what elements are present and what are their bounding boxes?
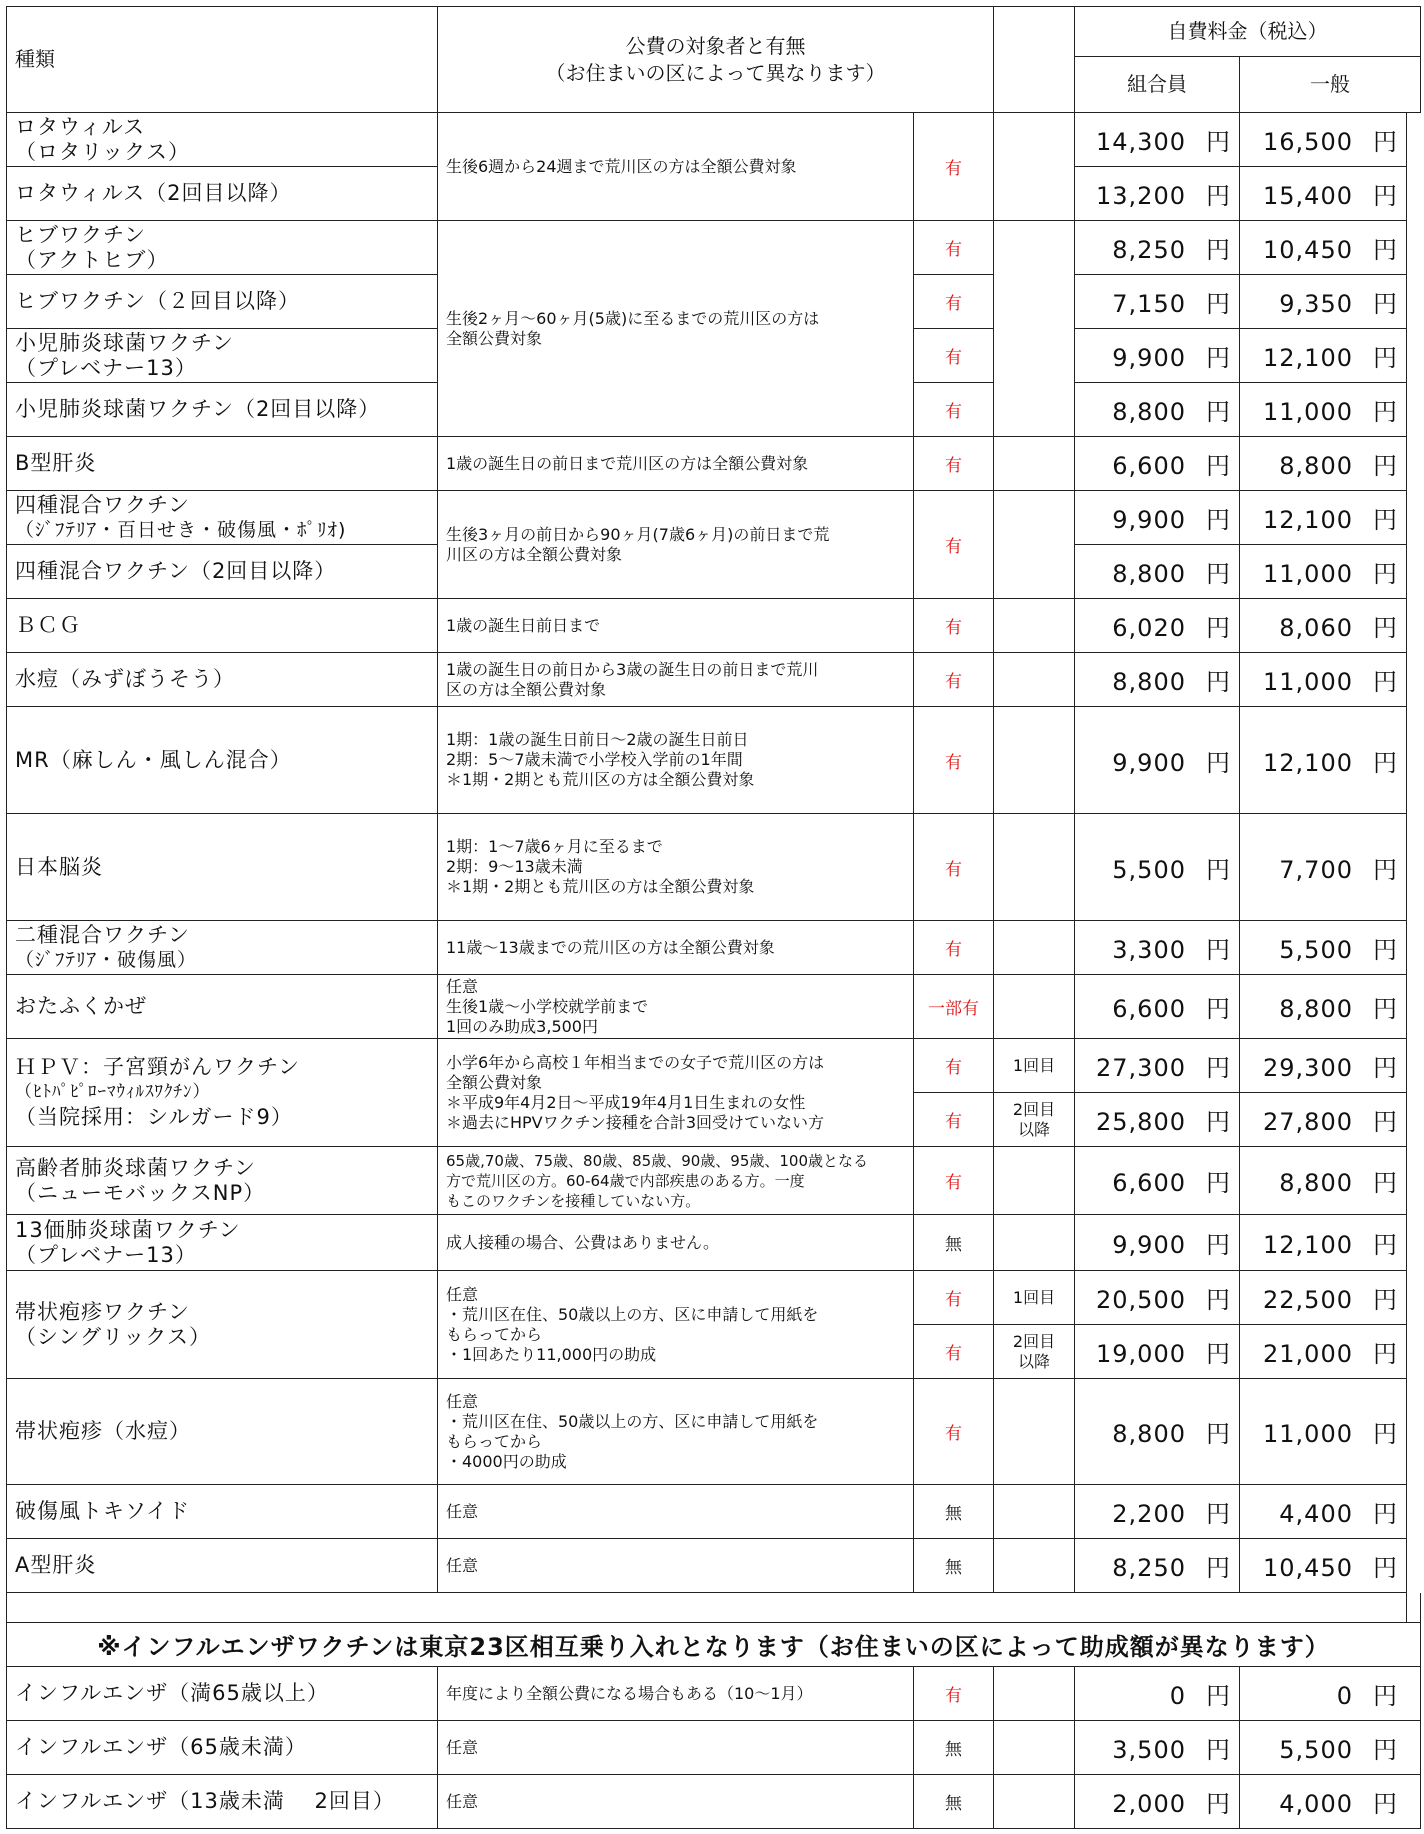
member-price: 6,600 円 xyxy=(1075,1147,1240,1215)
table-row xyxy=(7,921,1421,975)
dose-cell xyxy=(994,1215,1075,1271)
table-row xyxy=(7,1039,1421,1093)
dose-cell xyxy=(994,1485,1075,1539)
table-row xyxy=(7,975,1421,1039)
general-price: 5,500 円 xyxy=(1240,921,1407,975)
general-price: 11,000 円 xyxy=(1240,545,1407,599)
subsidy-condition: 1期：1歳の誕生日前日～2歳の誕生日前日 2期：5～7歳未満で小学校入学前の1年間 ＊1期・2期とも荒川区の方は全額公費対象 xyxy=(438,707,914,814)
member-price: 8,250 円 xyxy=(1075,1539,1240,1593)
subsidy-flag: 有 xyxy=(914,1039,994,1093)
table-row xyxy=(7,491,1421,545)
general-price: 27,800 円 xyxy=(1240,1093,1407,1147)
vaccine-price-table xyxy=(6,6,1421,1829)
header-subsidy-line1: 公費の対象者と有無 xyxy=(625,33,806,58)
table-row xyxy=(7,1147,1421,1215)
subsidy-condition: 任意 xyxy=(438,1775,914,1829)
subsidy-flag: 有 xyxy=(914,1271,994,1325)
header-member: 組合員 xyxy=(1075,57,1240,113)
influenza-note-row xyxy=(7,1623,1421,1667)
subsidy-flag: 有 xyxy=(914,1147,994,1215)
vaccine-name: 帯状疱疹ワクチン （シングリックス） xyxy=(7,1271,438,1379)
subsidy-flag: 有 xyxy=(914,1325,994,1379)
subsidy-flag: 一部有 xyxy=(914,975,994,1039)
subsidy-flag: 有 xyxy=(914,275,994,329)
member-price: 8,800 円 xyxy=(1075,653,1240,707)
table-row xyxy=(7,1721,1421,1775)
dose-cell xyxy=(994,814,1075,921)
subsidy-flag: 有 xyxy=(914,113,994,221)
dose-cell xyxy=(994,113,1075,221)
vaccine-name: 小児肺炎球菌ワクチン（2回目以降） xyxy=(7,383,438,437)
vaccine-name: 四種混合ワクチン（2回目以降） xyxy=(7,545,438,599)
subsidy-flag: 有 xyxy=(914,437,994,491)
vaccine-name: A型肝炎 xyxy=(7,1539,438,1593)
subsidy-condition: 成人接種の場合、公費はありません。 xyxy=(438,1215,914,1271)
member-price: 6,020 円 xyxy=(1075,599,1240,653)
vaccine-name: 小児肺炎球菌ワクチン （プレベナー13） xyxy=(7,329,438,383)
vaccine-name: 13価肺炎球菌ワクチン （プレベナー13） xyxy=(7,1215,438,1271)
table-row xyxy=(7,1215,1421,1271)
vaccine-name: 日本脳炎 xyxy=(7,814,438,921)
dose-cell: 2回目 以降 xyxy=(994,1093,1075,1147)
subsidy-flag: 有 xyxy=(914,491,994,599)
subsidy-flag: 有 xyxy=(914,1093,994,1147)
subsidy-condition: 任意 xyxy=(438,1721,914,1775)
member-price: 6,600 円 xyxy=(1075,437,1240,491)
subsidy-condition: 任意 ・荒川区在住、50歳以上の方、区に申請して用紙を もらってから ・4000円の助成 xyxy=(438,1379,914,1485)
table-row xyxy=(7,1271,1421,1325)
member-price: 9,900 円 xyxy=(1075,1215,1240,1271)
table-row xyxy=(7,221,1421,275)
general-price: 29,300 円 xyxy=(1240,1039,1407,1093)
subsidy-flag: 無 xyxy=(914,1485,994,1539)
vaccine-name: ＨＰＶ：子宮頸がんワクチン （ﾋﾄﾊﾟﾋﾟﾛｰﾏｳｨﾙｽﾜｸﾁﾝ） （当院採用：シルガード9） xyxy=(7,1039,438,1147)
member-price: 6,600 円 xyxy=(1075,975,1240,1039)
table-row xyxy=(7,1485,1421,1539)
dose-cell xyxy=(994,1667,1075,1721)
subsidy-condition: 小学6年から高校１年相当までの女子で荒川区の方は 全額公費対象 ＊平成9年4月2日～平成19年4月1日生まれの女性 ＊過去にHPVワクチン接種を合計3回受けていない方 xyxy=(438,1039,914,1147)
header-subsidy-line2: （お住まいの区によって異なります） xyxy=(545,60,886,85)
member-price: 20,500 円 xyxy=(1075,1271,1240,1325)
table-row xyxy=(7,599,1421,653)
general-price: 4,400 円 xyxy=(1240,1485,1407,1539)
general-price: 11,000 円 xyxy=(1240,1379,1407,1485)
vaccine-name: MR（麻しん・風しん混合） xyxy=(7,707,438,814)
general-price: 10,450 円 xyxy=(1240,1539,1407,1593)
dose-cell: 1回目 xyxy=(994,1271,1075,1325)
spacer-cell xyxy=(7,1593,1421,1623)
vaccine-name: ＢＣＧ xyxy=(7,599,438,653)
member-price: 13,200 円 xyxy=(1075,167,1240,221)
member-price: 8,250 円 xyxy=(1075,221,1240,275)
vaccine-name: ロタウィルス（2回目以降） xyxy=(7,167,438,221)
dose-cell xyxy=(994,1539,1075,1593)
subsidy-flag: 無 xyxy=(914,1721,994,1775)
general-price: 12,100 円 xyxy=(1240,491,1407,545)
subsidy-flag: 有 xyxy=(914,1379,994,1485)
vaccine-name: 高齢者肺炎球菌ワクチン （ニューモバックスNP） xyxy=(7,1147,438,1215)
dose-cell xyxy=(994,491,1075,599)
vaccine-name: 四種混合ワクチン （ｼﾞﾌﾃﾘｱ・百日せき・破傷風・ﾎﾟﾘｵ) xyxy=(7,491,438,545)
general-price: 7,700 円 xyxy=(1240,814,1407,921)
header-general: 一般 xyxy=(1240,57,1421,113)
vaccine-name: 破傷風トキソイド xyxy=(7,1485,438,1539)
general-price: 5,500 円 xyxy=(1240,1721,1421,1775)
general-price: 8,060 円 xyxy=(1240,599,1407,653)
dose-cell: 1回目 xyxy=(994,1039,1075,1093)
general-price: 12,100 円 xyxy=(1240,1215,1407,1271)
subsidy-condition: 任意 xyxy=(438,1485,914,1539)
vaccine-name: ヒブワクチン（２回目以降） xyxy=(7,275,438,329)
dose-cell xyxy=(994,1721,1075,1775)
member-price: 9,900 円 xyxy=(1075,491,1240,545)
dose-cell xyxy=(994,1147,1075,1215)
vaccine-name: 二種混合ワクチン （ｼﾞﾌﾃﾘｱ・破傷風） xyxy=(7,921,438,975)
subsidy-flag: 有 xyxy=(914,921,994,975)
member-price: 8,800 円 xyxy=(1075,545,1240,599)
subsidy-condition: 11歳～13歳までの荒川区の方は全額公費対象 xyxy=(438,921,914,975)
dose-cell xyxy=(994,1379,1075,1485)
header-blank xyxy=(994,7,1075,113)
table-row xyxy=(7,437,1421,491)
dose-cell xyxy=(994,707,1075,814)
vaccine-name: おたふくかぜ xyxy=(7,975,438,1039)
right-margin xyxy=(1407,113,1421,1623)
general-price: 21,000 円 xyxy=(1240,1325,1407,1379)
member-price: 7,150 円 xyxy=(1075,275,1240,329)
header-subsidy xyxy=(438,7,994,113)
general-price: 16,500 円 xyxy=(1240,113,1407,167)
member-price: 9,900 円 xyxy=(1075,707,1240,814)
vaccine-name: ロタウィルス （ロタリックス） xyxy=(7,113,438,167)
table-row xyxy=(7,1775,1421,1829)
general-price: 8,800 円 xyxy=(1240,437,1407,491)
spacer-row xyxy=(7,1593,1421,1623)
dose-cell xyxy=(994,975,1075,1039)
general-price: 22,500 円 xyxy=(1240,1271,1407,1325)
subsidy-flag: 有 xyxy=(914,814,994,921)
dose-cell xyxy=(994,221,1075,437)
subsidy-condition: 任意 ・荒川区在住、50歳以上の方、区に申請して用紙を もらってから ・1回あたり11,000円の助成 xyxy=(438,1271,914,1379)
general-price: 8,800 円 xyxy=(1240,1147,1407,1215)
subsidy-condition: 1歳の誕生日の前日まで荒川区の方は全額公費対象 xyxy=(438,437,914,491)
table-row xyxy=(7,1667,1421,1721)
subsidy-flag: 有 xyxy=(914,221,994,275)
subsidy-flag: 有 xyxy=(914,1667,994,1721)
vaccine-name: 帯状疱疹（水痘） xyxy=(7,1379,438,1485)
general-price: 8,800 円 xyxy=(1240,975,1407,1039)
table-row xyxy=(7,814,1421,921)
header-type: 種類 xyxy=(7,7,438,113)
subsidy-condition: 年度により全額公費になる場合もある（10～1月） xyxy=(438,1667,914,1721)
subsidy-flag: 有 xyxy=(914,707,994,814)
subsidy-condition: 1歳の誕生日前日まで xyxy=(438,599,914,653)
member-price: 5,500 円 xyxy=(1075,814,1240,921)
general-price: 4,000 円 xyxy=(1240,1775,1421,1829)
subsidy-flag: 有 xyxy=(914,329,994,383)
subsidy-condition: 1歳の誕生日の前日から3歳の誕生日の前日まで荒川 区の方は全額公費対象 xyxy=(438,653,914,707)
member-price: 3,300 円 xyxy=(1075,921,1240,975)
member-price: 2,000 円 xyxy=(1075,1775,1240,1829)
subsidy-flag: 有 xyxy=(914,383,994,437)
dose-cell xyxy=(994,1775,1075,1829)
table-row xyxy=(7,1379,1421,1485)
general-price: 12,100 円 xyxy=(1240,329,1407,383)
dose-cell xyxy=(994,653,1075,707)
subsidy-condition: 65歳,70歳、75歳、80歳、85歳、90歳、95歳、100歳となる 方で荒川区の方。60-64歳で内部疾患のある方。一度 もこのワクチンを接種していない方。 xyxy=(438,1147,914,1215)
vaccine-name: ヒブワクチン （アクトヒブ） xyxy=(7,221,438,275)
subsidy-condition: 生後6週から24週まで荒川区の方は全額公費対象 xyxy=(438,113,914,221)
vaccine-name: インフルエンザ（13歳未満 2回目） xyxy=(7,1775,438,1829)
vaccine-name: インフルエンザ（65歳未満） xyxy=(7,1721,438,1775)
member-price: 19,000 円 xyxy=(1075,1325,1240,1379)
member-price: 25,800 円 xyxy=(1075,1093,1240,1147)
subsidy-condition: 生後3ヶ月の前日から90ヶ月(7歳6ヶ月)の前日まで荒 川区の方は全額公費対象 xyxy=(438,491,914,599)
general-price: 10,450 円 xyxy=(1240,221,1407,275)
general-price: 9,350 円 xyxy=(1240,275,1407,329)
general-price: 11,000 円 xyxy=(1240,383,1407,437)
subsidy-flag: 無 xyxy=(914,1539,994,1593)
member-price: 3,500 円 xyxy=(1075,1721,1240,1775)
member-price: 0 円 xyxy=(1075,1667,1240,1721)
general-price: 15,400 円 xyxy=(1240,167,1407,221)
member-price: 2,200 円 xyxy=(1075,1485,1240,1539)
subsidy-condition: 任意 生後1歳～小学校就学前まで 1回のみ助成3,500円 xyxy=(438,975,914,1039)
subsidy-condition: 生後2ヶ月～60ヶ月(5歳)に至るまでの荒川区の方は 全額公費対象 xyxy=(438,221,914,437)
subsidy-condition: 任意 xyxy=(438,1539,914,1593)
member-price: 27,300 円 xyxy=(1075,1039,1240,1093)
dose-cell xyxy=(994,921,1075,975)
vaccine-name: 水痘（みずぼうそう） xyxy=(7,653,438,707)
vaccine-name: インフルエンザ（満65歳以上） xyxy=(7,1667,438,1721)
table-row xyxy=(7,707,1421,814)
subsidy-flag: 無 xyxy=(914,1775,994,1829)
member-price: 9,900 円 xyxy=(1075,329,1240,383)
table-row xyxy=(7,653,1421,707)
member-price: 8,800 円 xyxy=(1075,1379,1240,1485)
general-price: 11,000 円 xyxy=(1240,653,1407,707)
subsidy-flag: 有 xyxy=(914,653,994,707)
influenza-note: ※インフルエンザワクチンは東京23区相互乗り入れとなります（お住まいの区によって助成額が異なります） xyxy=(7,1623,1421,1667)
subsidy-flag: 無 xyxy=(914,1215,994,1271)
member-price: 14,300 円 xyxy=(1075,113,1240,167)
vaccine-name: B型肝炎 xyxy=(7,437,438,491)
subsidy-condition: 1期：1～7歳6ヶ月に至るまで 2期：9～13歳未満 ＊1期・2期とも荒川区の方は全額公費対象 xyxy=(438,814,914,921)
table-row xyxy=(7,113,1421,167)
header-fee: 自費料金（税込） xyxy=(1075,7,1421,57)
dose-cell: 2回目 以降 xyxy=(994,1325,1075,1379)
dose-cell xyxy=(994,437,1075,491)
subsidy-flag: 有 xyxy=(914,599,994,653)
table-row xyxy=(7,1539,1421,1593)
dose-cell xyxy=(994,599,1075,653)
member-price: 8,800 円 xyxy=(1075,383,1240,437)
general-price: 0 円 xyxy=(1240,1667,1421,1721)
general-price: 12,100 円 xyxy=(1240,707,1407,814)
